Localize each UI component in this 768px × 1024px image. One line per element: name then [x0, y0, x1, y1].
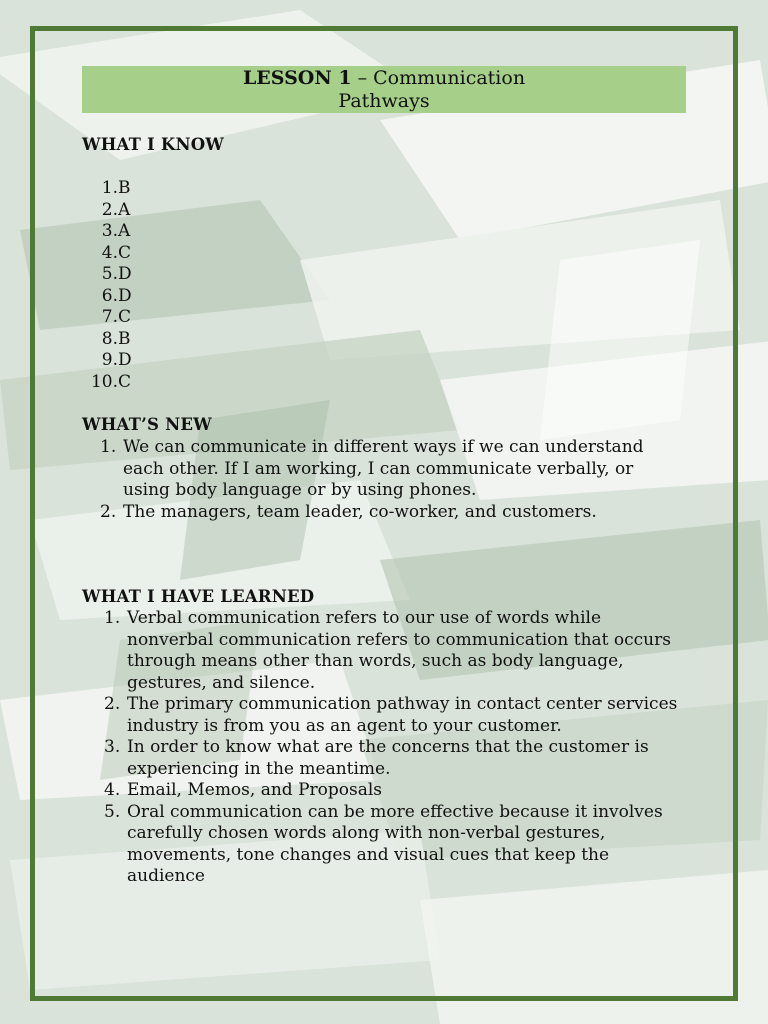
list-item: [104, 608, 684, 694]
answer-number: 2.: [101, 199, 118, 220]
answer-item: [90, 350, 132, 372]
what-i-have-learned-list: [104, 608, 684, 888]
answer-item: [90, 264, 132, 286]
answer-letter: D: [118, 350, 132, 370]
answer-letter: D: [118, 285, 132, 306]
answer-number: 1.: [101, 178, 118, 198]
lesson-title-line-1: [82, 67, 686, 90]
list-item: [104, 780, 684, 802]
lesson-title-text: – Communication: [351, 67, 526, 89]
item-number: 4.: [104, 780, 121, 800]
answer-number: 8.: [101, 328, 118, 349]
item-number: 2.: [100, 501, 117, 522]
list-item: [100, 502, 680, 524]
lesson-title-banner: [82, 66, 686, 113]
answer-number: 5.: [101, 264, 118, 284]
answer-item: [90, 329, 132, 351]
answer-number: 10.: [90, 371, 118, 392]
item-number: 5.: [104, 801, 121, 822]
item-number: 3.: [104, 737, 121, 757]
item-text: Verbal communication refers to our use of words while nonverbal communication refers to communication that occurs through means other than words, such as body language, gestures, and silence.: [127, 608, 671, 693]
answer-item: [90, 178, 132, 200]
item-text: The primary communication pathway in contact center services industry is from you as an agent to your customer.: [127, 694, 678, 736]
answer-item: [90, 221, 132, 243]
item-text: In order to know what are the concerns that the customer is experiencing in the meantime.: [127, 737, 649, 779]
item-number: 1.: [104, 608, 121, 628]
answer-item: [90, 307, 132, 329]
whats-new-heading: WHAT’S NEW: [82, 415, 212, 434]
answer-item: [90, 200, 132, 222]
answer-letter: B: [118, 178, 131, 198]
answer-letter: C: [118, 242, 132, 263]
answer-number: 7.: [101, 307, 118, 327]
answer-number: 3.: [101, 221, 118, 241]
answer-letter: C: [118, 307, 132, 327]
item-number: 2.: [104, 694, 121, 714]
answer-letter: D: [118, 264, 132, 284]
lesson-number: LESSON 1: [242, 67, 352, 89]
item-text: The managers, team leader, co-worker, and customers.: [123, 501, 597, 522]
what-i-know-heading: WHAT I KNOW: [82, 135, 225, 154]
whats-new-list: [100, 437, 680, 523]
list-item: [104, 694, 684, 737]
item-text: Oral communication can be more effective because it involves carefully chosen words along with non-verbal gestures, movements, tone changes and visual cues that keep the audience: [127, 801, 663, 886]
item-text: We can communicate in different ways if we can understand each other. If I am working, I can communicate verbally, or using body language or by using phones.: [123, 437, 644, 500]
answer-item: [90, 286, 132, 308]
answer-letter: B: [118, 328, 131, 349]
answer-letter: A: [118, 199, 131, 220]
list-item: [100, 437, 680, 502]
answer-number: 4.: [101, 242, 118, 263]
list-item: [104, 737, 684, 780]
answer-item: [90, 243, 132, 265]
item-number: 1.: [100, 437, 117, 457]
list-item: [104, 802, 684, 888]
what-i-have-learned-heading: WHAT I HAVE LEARNED: [82, 587, 315, 606]
answer-letter: A: [118, 221, 131, 241]
lesson-title-line-2: Pathways: [338, 90, 430, 112]
answer-item: [90, 372, 132, 394]
item-text: Email, Memos, and Proposals: [127, 780, 383, 800]
answer-number: 9.: [101, 350, 118, 370]
answer-letter: C: [118, 371, 132, 392]
what-i-know-answer-list: [90, 178, 132, 393]
answer-number: 6.: [101, 285, 118, 306]
